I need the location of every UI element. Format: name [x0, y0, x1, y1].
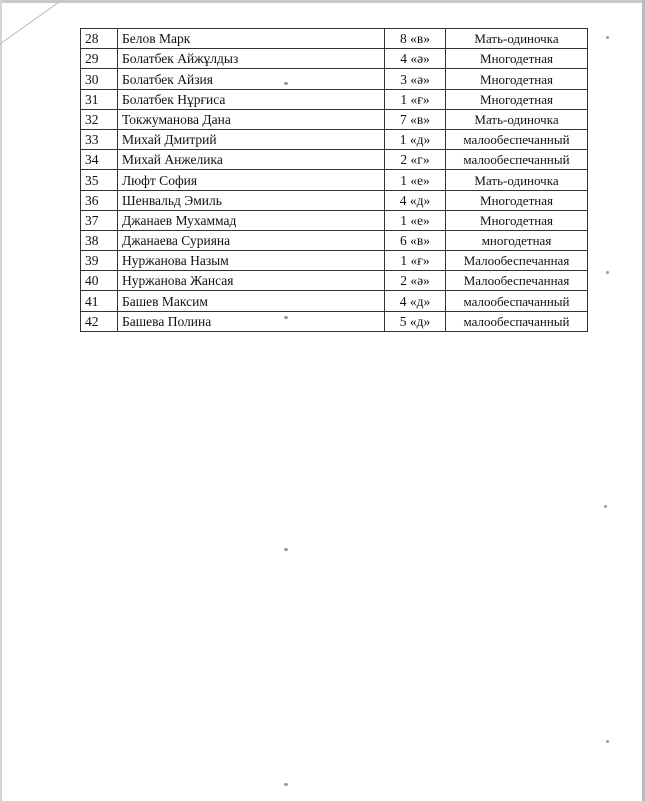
- row-number-cell: 33: [81, 129, 118, 149]
- row-number-cell: 37: [81, 210, 118, 230]
- table-row: [81, 190, 588, 210]
- family-status-cell: Многодетная: [446, 69, 588, 89]
- family-status-cell: Многодетная: [446, 49, 588, 69]
- row-number-cell: 30: [81, 69, 118, 89]
- class-cell: 8 «в»: [385, 29, 446, 49]
- scan-speck: [606, 36, 609, 39]
- family-status-cell: Малообеспечанная: [446, 251, 588, 271]
- scan-speck: [606, 740, 609, 743]
- family-status-cell: многодетная: [446, 230, 588, 250]
- class-cell: 5 «д»: [385, 311, 446, 331]
- student-name-cell: Нуржанова Назым: [118, 251, 385, 271]
- table-row: [81, 150, 588, 170]
- family-status-cell: Мать-одиночка: [446, 29, 588, 49]
- table-row: [81, 291, 588, 311]
- table-row: [81, 311, 588, 331]
- row-number-cell: 32: [81, 109, 118, 129]
- family-status-cell: Многодетная: [446, 89, 588, 109]
- class-cell: 1 «е»: [385, 210, 446, 230]
- scan-speck: [604, 505, 607, 508]
- row-number-cell: 38: [81, 230, 118, 250]
- family-status-cell: малообеспечанный: [446, 129, 588, 149]
- class-cell: 1 «д»: [385, 129, 446, 149]
- scan-speck: [284, 316, 288, 319]
- class-cell: 4 «ә»: [385, 49, 446, 69]
- class-cell: 1 «ғ»: [385, 89, 446, 109]
- table-row: [81, 210, 588, 230]
- family-status-cell: Малообеспечанная: [446, 271, 588, 291]
- table-row: [81, 271, 588, 291]
- table-row: [81, 89, 588, 109]
- scan-border-top: [0, 0, 645, 3]
- family-status-cell: Мать-одиночка: [446, 170, 588, 190]
- row-number-cell: 39: [81, 251, 118, 271]
- table-body: [81, 29, 588, 332]
- scan-speck: [606, 271, 609, 274]
- row-number-cell: 35: [81, 170, 118, 190]
- student-name-cell: Белов Марк: [118, 29, 385, 49]
- row-number-cell: 29: [81, 49, 118, 69]
- student-name-cell: Башев Максим: [118, 291, 385, 311]
- student-name-cell: Михай Анжелика: [118, 150, 385, 170]
- class-cell: 6 «в»: [385, 230, 446, 250]
- class-cell: 1 «е»: [385, 170, 446, 190]
- scan-streak: [0, 0, 80, 60]
- student-name-cell: Шенвальд Эмиль: [118, 190, 385, 210]
- family-status-cell: малообеспечанный: [446, 150, 588, 170]
- student-name-cell: Болатбек Айзия: [118, 69, 385, 89]
- table-row: [81, 170, 588, 190]
- family-status-cell: Многодетная: [446, 210, 588, 230]
- student-name-cell: Михай Дмитрий: [118, 129, 385, 149]
- class-cell: 2 «ә»: [385, 271, 446, 291]
- table-row: [81, 29, 588, 49]
- student-name-cell: Башева Полина: [118, 311, 385, 331]
- table-row: [81, 109, 588, 129]
- class-cell: 4 «д»: [385, 291, 446, 311]
- student-name-cell: Токжуманова Дана: [118, 109, 385, 129]
- class-cell: 1 «ғ»: [385, 251, 446, 271]
- scan-speck: [284, 82, 288, 85]
- student-name-cell: Джанаева Сурияна: [118, 230, 385, 250]
- class-cell: 4 «д»: [385, 190, 446, 210]
- row-number-cell: 28: [81, 29, 118, 49]
- family-status-cell: Мать-одиночка: [446, 109, 588, 129]
- row-number-cell: 40: [81, 271, 118, 291]
- table-row: [81, 230, 588, 250]
- scan-speck: [284, 783, 288, 786]
- row-number-cell: 42: [81, 311, 118, 331]
- scan-border-left: [0, 0, 2, 801]
- table-row: [81, 49, 588, 69]
- students-table: [80, 28, 588, 332]
- table-row: [81, 69, 588, 89]
- student-name-cell: Болатбек Айжұлдыз: [118, 49, 385, 69]
- family-status-cell: малообеспачанный: [446, 291, 588, 311]
- row-number-cell: 31: [81, 89, 118, 109]
- table-row: [81, 251, 588, 271]
- family-status-cell: малообеспачанный: [446, 311, 588, 331]
- student-name-cell: Люфт София: [118, 170, 385, 190]
- scan-speck: [284, 548, 288, 551]
- family-status-cell: Многодетная: [446, 190, 588, 210]
- student-name-cell: Болатбек Нұрғиса: [118, 89, 385, 109]
- row-number-cell: 36: [81, 190, 118, 210]
- class-cell: 2 «г»: [385, 150, 446, 170]
- class-cell: 3 «ә»: [385, 69, 446, 89]
- student-name-cell: Джанаев Мухаммад: [118, 210, 385, 230]
- row-number-cell: 41: [81, 291, 118, 311]
- class-cell: 7 «в»: [385, 109, 446, 129]
- table-row: [81, 129, 588, 149]
- row-number-cell: 34: [81, 150, 118, 170]
- student-name-cell: Нуржанова Жансая: [118, 271, 385, 291]
